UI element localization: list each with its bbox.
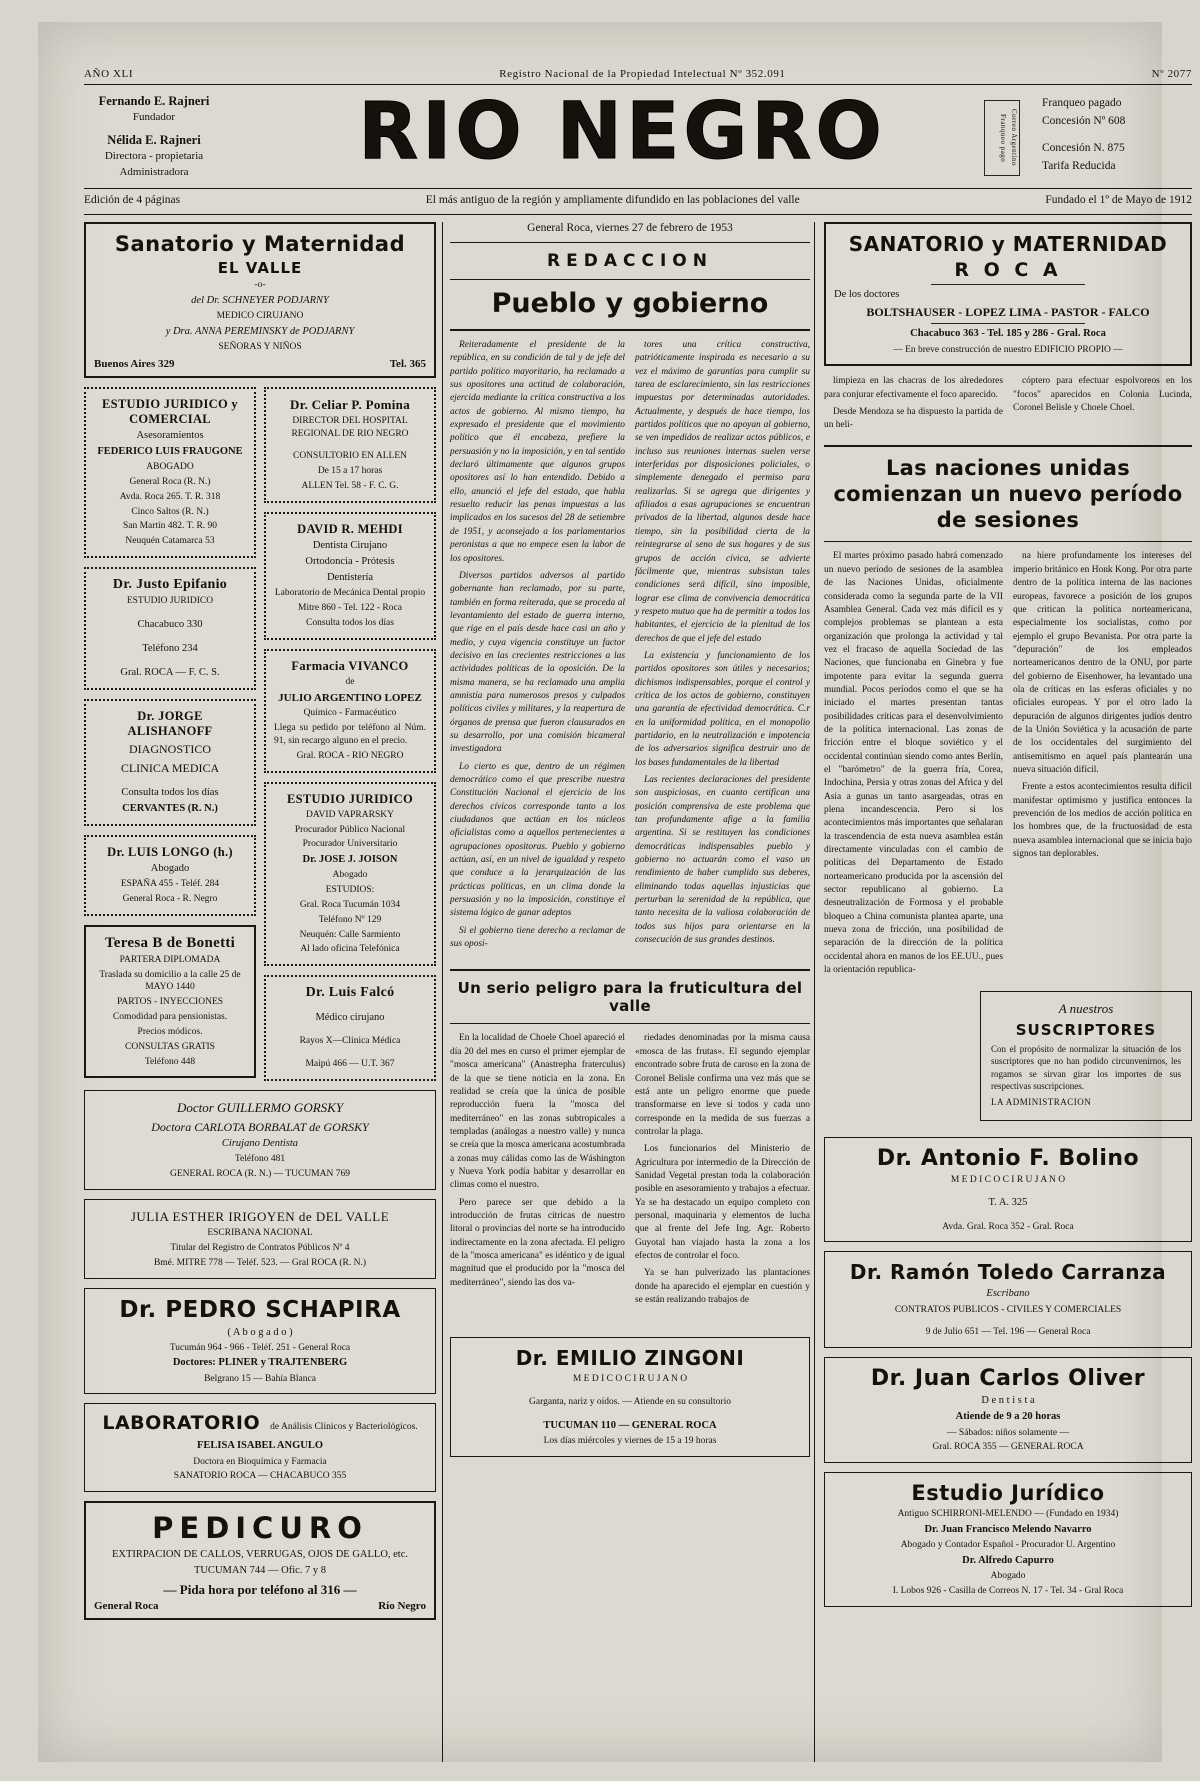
ad-dr-ramon-toledo-carranza [824, 1251, 1192, 1348]
editorial-col-1 [450, 339, 625, 955]
ad-line: Neuquén Catamarca 53 [125, 536, 215, 547]
ad-line: CLINICA MEDICA [120, 760, 220, 775]
ad-subtitle: R O C A [954, 259, 1062, 281]
postage-stamp-icon: Correo Argentino Franqueo pago [984, 100, 1020, 176]
ad-line: Laboratorio de Mecánica Dental propio [274, 588, 426, 599]
paragraph: Si el gobierno tiene derecho a reclamar de sus oposi- [450, 925, 625, 950]
ad-julia-irigoyen [84, 1199, 436, 1279]
ad-line: Antiguo SCHIRRONI-MELENDO — (Fundado en 1934) [897, 1509, 1119, 1520]
ad-line: FEDERICO LUIS FRAUGONE [97, 445, 243, 457]
paper-sheet [38, 22, 1192, 1762]
founder-name: Fernando E. Rajneri [98, 94, 210, 108]
ad-line: CONSULTAS GRATIS [125, 1041, 215, 1052]
ad-title: JULIA ESTHER IRIGOYEN de DEL VALLE [130, 1208, 390, 1224]
ad-line: D e n t i s t a [981, 1395, 1035, 1407]
postage-block [1042, 94, 1192, 176]
ad-line: — En breve construcción de nuestro EDIFICIO PROPIO — [893, 344, 1123, 355]
ad-line: Tucumán 964 - 966 - Teléf. 251 - General Roca [169, 1342, 351, 1353]
un-col-2 [1013, 550, 1192, 981]
ad-line: Bmé. MITRE 778 — Teléf. 523. — Gral ROCA (R. N.) [153, 1257, 367, 1268]
sub-header-line [84, 194, 1192, 206]
ad-title: Dr. LUIS LONGO (h.) [107, 845, 233, 860]
editorial-dateline: General Roca, viernes 27 de febrero de 1953 [527, 222, 733, 234]
ad-title: Dr. Luis Falcó [305, 985, 395, 1001]
right-column [824, 222, 1192, 1616]
ad-line: ESTUDIOS: [325, 885, 375, 896]
paragraph: Los funcionarios del Ministerio de Agricultura por intermedio de la Dirección de Sanidad Vegetal prestan toda la colaboración posible en asesoramiento y trabajos a efectuar. Ya se ha destacado un equipo completo con personal, maquinaria y elementos de lucha que al frente del Jefe Ing. Agr. Roberto Guyotal han viajado hasta la zona a los efectos de controlar el foco. [635, 1144, 810, 1261]
un-article-title: Las naciones unidas comienzan un nuevo período de sesiones [833, 455, 1183, 533]
ad-line: CONSULTORIO EN ALLEN [292, 451, 407, 462]
year-label: AÑO XLI [84, 68, 134, 80]
ad-line: Consulta todos los días [306, 617, 394, 628]
ad-line: Chacabuco 363 - Tel. 185 y 286 - Gral. Roca [910, 328, 1106, 340]
paragraph: na hiere profundamente los intereses del imperio británico en Honk Kong. Por otra parte dentro de la política interna de las naciones europeas, favorece a posición de los grupos que critican la política norteamericana, especialmente los socialistas, como por ejemplo el grupo Bevanista. Por otra parte la "depuración" de los empleados norteamericanos dentro de la ONU, por parte del gobierno de Eisenhower, ha levantado una ola de críticas en las esferas oficiales y no oficiales europeas. Y por el otro lado la depuración de algunos dirigentes judíos dentro de la Unión Soviética y la acusación de parte de los occidentales del surgimiento del antisemitismo en aquel país plantearán una nueva situación difícil. [1013, 551, 1192, 775]
edition-label: Edición de 4 páginas [84, 194, 181, 206]
ad-line: -o- [254, 280, 266, 290]
ad-line: Abogado y Contador Español - Procurador U. Argentino [900, 1540, 1116, 1551]
ad-dr-david-mehdi [264, 512, 436, 640]
ad-line: Procurador Universitario [302, 839, 398, 850]
ad-line: SEÑORAS Y NIÑOS [218, 341, 302, 352]
ad-subtitle: EL VALLE [217, 259, 303, 277]
ad-line: Avda. Roca 265. T. R. 318 [119, 491, 221, 502]
ad-sanatorio-el-valle [84, 222, 436, 378]
ad-line: Al lado oficina Telefónica [300, 944, 400, 955]
un-article-body [824, 550, 1192, 981]
ad-teresa-bonetti [84, 925, 256, 1079]
notice-title-1: A nuestros [1058, 1001, 1114, 1017]
ad-line: ABOGADO [146, 462, 194, 473]
registry-label: Registro Nacional de la Propiedad Intelectual Nº 352.091 [499, 68, 786, 80]
ad-line: Teléfono 234 [142, 642, 198, 654]
ad-line: Mitre 860 - Tel. 122 - Roca [298, 603, 402, 614]
ad-line: Médico cirujano [315, 1012, 385, 1024]
ad-title: Dr. Antonio F. Bolino [876, 1145, 1140, 1171]
ad-line: JULIO ARGENTINO LOPEZ [278, 691, 422, 704]
ad-line: SANATORIO ROCA — CHACABUCO 355 [173, 1471, 347, 1482]
ad-line: ESPAÑA 455 - Teléf. 284 [120, 879, 220, 890]
ad-title: Dr. EMILIO ZINGONI [515, 1346, 745, 1371]
ad-line: — Sábados: niños solamente — [947, 1427, 1069, 1438]
ad-line: Químico - Farmacéutico [303, 708, 397, 719]
rule-mid [84, 188, 1192, 189]
paragraph: cóptero para efectuar espolvoreos en los "focos" aparecidos en Colonia Lucinda, Coronel Belisle y Choele Choel. [1013, 376, 1192, 414]
founded-label: Fundado el 1º de Mayo de 1912 [1045, 194, 1192, 206]
director-role2: Administradora [119, 166, 189, 179]
ad-dr-luis-falco [264, 975, 436, 1081]
ad-line: Teléfono Nº 129 [318, 914, 382, 925]
notice-body: Con el propósito de normalizar la situación de los suscriptores que no han podido circunvenirnos, les rogamos se sirvan girar los importes de sus respectivas suscripciones. [991, 1043, 1181, 1092]
paragraph: En la localidad de Choele Choel apareció el día 20 del mes en curso el primer ejemplar de "mosca americana" (Anastrepha fraterculus) de la que se tiene noticia en la zona. En realidad se creía que la única de posible reproducción fuera la "mosca del mediterráneo" en las zonas subtropicales a templadas (análogas a nuestro valle) y nunca se creía que la mosca americana acostumbrada a zonas muy cálidas como las de Wáshington y Nueva York podía habitar y desarrollar en climas como el nuestro. [450, 1033, 625, 1191]
ad-line: Doctora CARLOTA BORBALAT de GORSKY [151, 1119, 369, 1134]
ad-line: MEDICO CIRUJANO [216, 310, 304, 321]
postage-line-3: Concesión N. 875 [1042, 141, 1125, 154]
postage-line-4: Tarifa Reducida [1042, 160, 1116, 173]
paragraph: tores una crítica constructiva, patrióticamente inspirada es necesario a su vez el máximo de garantías para cumplir su tarea de esclarecimiento, sin las restricciones impuestas por determinadas autoridades. Actualmente, y después de hace tiempo, los partidos políticos que no apoyan al gobierno, se ven impedidos de realizar actos públicos, e incluso sus reuniones internas suelen verse interferidas por disposiciones policiales, o simplemente denegado el permiso para realizarlas. Si se agrega que dirigentes y afiliados a esas agrupaciones se encuentran privados de la libertad, algunos desde hace tiempo, sin la posibilidad cierta de la reintegrarse al seno de sus hogares y de sus grupos de acción cívica, se advierte fácilmente que, mientras subsistan tales condiciones será difícil, sino imposible, lograr ese clima de convivencia democrática y respeto mutuo que ha de permitir a todos los habitantes, el ejercicio de la plenitud de los derechos de que el jefe del estado [635, 340, 810, 644]
ad-line: Neuquén: Calle Sarmiento [299, 929, 401, 940]
ad-line: de [345, 676, 355, 687]
ad-dr-antonio-bolino [824, 1137, 1192, 1243]
ad-line: Gral. ROCA — F. C. S. [120, 667, 220, 679]
ad-line: Abogado [150, 863, 190, 875]
ad-title: ESTUDIO JURIDICO [286, 791, 413, 806]
ad-subtitle: Asesoramientos [136, 429, 204, 441]
ad-dr-pedro-schapira [84, 1288, 436, 1395]
ad-dr-luis-longo [84, 835, 256, 916]
ad-dr-emilio-zingoni [450, 1337, 810, 1457]
center-column [450, 222, 810, 1466]
ad-line: Dr. JOSE J. JOISON [302, 854, 398, 866]
ad-title: Estudio Jurídico [911, 1481, 1105, 1506]
top-header-line [84, 68, 1192, 80]
ad-line: DIRECTOR DEL HOSPITAL REGIONAL DE RIO NEGRO [291, 415, 409, 439]
ad-line: Comodidad para pensionistas. [112, 1012, 228, 1023]
ad-line: Maipú 466 — U.T. 367 [305, 1059, 395, 1070]
ad-title: SANATORIO y MATERNIDAD [848, 232, 1168, 256]
ad-line: PARTOS - INYECCIONES [116, 997, 224, 1008]
ad-title: PEDICURO [152, 1511, 368, 1546]
ad-line: — Pida hora por teléfono al 316 — [163, 1581, 357, 1597]
ad-estudio-juridico-schirroni [824, 1472, 1192, 1607]
ad-estudio-fraugone [84, 387, 256, 558]
ad-dr-pomina [264, 387, 436, 503]
ad-line: General Roca - R. Negro [122, 894, 218, 905]
ad-line: Cinco Saltos (R. N.) [131, 506, 209, 517]
ad-line: Teléfono 481 [234, 1153, 286, 1164]
ad-province: Río Negro [378, 1600, 426, 1613]
masthead-title: RIO NEGRO [358, 87, 886, 177]
ad-line: Titular del Registro de Contratos Públicos Nº 4 [170, 1242, 350, 1253]
ad-laboratorio-angulo [84, 1403, 436, 1492]
ad-title: Dr. PEDRO SCHAPIRA [119, 1296, 401, 1323]
ad-line: Gral. ROCA - RIO NEGRO [296, 750, 404, 761]
ad-line: CONTRATOS PUBLICOS - CIVILES Y COMERCIALES [894, 1304, 1122, 1315]
ad-line: TUCUMAN 110 — GENERAL ROCA [543, 1419, 717, 1431]
rule-bottom-header [84, 214, 1192, 215]
ad-line: Gral. Roca Tucumán 1034 [299, 899, 401, 910]
founder-role: Fundador [132, 111, 176, 124]
ad-line: DIAGNOSTICO [129, 742, 211, 757]
ad-line: Garganta, nariz y oídos. — Atiende en su consultorio [529, 1397, 731, 1408]
slogan-label: El más antiguo de la región y ampliamente difundido en las poblaciones del valle [425, 194, 800, 206]
ad-line: ALLEN Tel. 58 - F. C. G. [301, 481, 399, 492]
ad-gorsky-dentistas [84, 1090, 436, 1190]
ad-title: Teresa B de Bonetti [104, 934, 236, 951]
content-columns [84, 222, 1192, 1762]
ad-line: Abogado [332, 870, 368, 881]
ad-line: Chacabuco 330 [137, 618, 203, 630]
ad-line: EXTIRPACION DE CALLOS, VERRUGAS, OJOS DE GALLO, etc. [111, 1549, 409, 1561]
notice-title-2: SUSCRIPTORES [1015, 1020, 1157, 1039]
masthead-staff [84, 92, 224, 181]
ad-line: Ortodoncia - Prótesis [305, 556, 395, 568]
ad-phone: Tel. 365 [389, 357, 426, 370]
ad-title: Dr. Celiar P. Pomina [290, 396, 410, 412]
paragraph: La existencia y funcionamiento de los partidos opositores son útiles y necesarios; dichismos indispensables, porque el control y crítica de los actos de gobierno, constituyen una garantía de efectividad democrática. C.r en la uniformidad política, en el monopolio partidario, en la neutralización e impotencia de los adversarios significa destruir uno de los bases fundamentales de la libertad [635, 650, 810, 768]
ad-title: Farmacia VIVANCO [291, 658, 409, 673]
notice-signature: LA ADMINISTRACION [991, 1097, 1092, 1108]
ad-line: Dentista Cirujano [312, 539, 388, 551]
ad-line: Los días miércoles y viernes de 15 a 19 horas [543, 1436, 717, 1447]
paragraph: Lo cierto es que, dentro de un régimen democrático como el que prescribe nuestra Constitución Nacional el ejercicio de los derechos cívicos corresponde tanto a los ciudadanos que actúan en los núcleos oficialistas como a aquellos pertenecientes a agrupaciones opositoras. Pueblo y gobierno actúan, así, en un nivel de igualdad y respeto que conduce a la jerarquización de las prácticas políticas, en un clima donde la persuasión y no la imposición, constituye el sistema lógico de ganar adeptos [450, 761, 625, 919]
ad-line: Cirujano Dentista [221, 1137, 299, 1149]
ad-line: del Dr. SCHNEYER PODJARNY [191, 294, 329, 306]
ad-line: Consulta todos los días [121, 786, 219, 798]
ad-line: Procurador Público Nacional [294, 824, 406, 835]
ad-line: Doctores: PLINER y TRAJTENBERG [172, 1357, 348, 1369]
ad-line: Teléfono 448 [144, 1056, 196, 1067]
ad-sanatorio-roca [824, 222, 1192, 366]
ad-line: Precios módicos. [137, 1026, 203, 1037]
ad-dr-justo-epifanio [84, 567, 256, 690]
ad-line: BOLTSHAUSER - LOPEZ LIMA - PASTOR - FALCO [866, 305, 1150, 320]
ad-line: PARTERA DIPLOMADA [119, 954, 221, 965]
fruit-col-2 [635, 1032, 810, 1311]
ad-line: ESCRIBANA NACIONAL [207, 1228, 313, 1239]
ad-title: Dr. Justo Epifanio [112, 577, 228, 592]
editorial-body [450, 339, 810, 955]
fruit-article-title: Un serio peligro para la fruticultura del valle [457, 979, 803, 1016]
postage-line-1: Franqueo pagado [1042, 97, 1122, 109]
ad-title: Doctor GUILLERMO GORSKY [176, 1099, 344, 1115]
ad-line: Atiende de 9 a 20 horas [955, 1411, 1061, 1423]
ad-line: Escribano [986, 1288, 1030, 1300]
ad-line: Doctora en Bioquímica y Farmacia [193, 1456, 327, 1467]
fruit-article-body [450, 1032, 810, 1311]
editorial-col-2 [635, 339, 810, 955]
paragraph: riedades denominadas por la misma causa «mosca de las frutas». El segundo ejemplar encontrado sobre fruta de caroso en la zona de Coronel Belisle confirma una vez más que se está ante un peligro enorme que puede transformarse en leve si todos y cada uno corresponde en la medida de sus fuerzas a controlar la plaga. [635, 1033, 810, 1137]
ad-line: T. A. 325 [988, 1197, 1028, 1209]
ad-line: DAVID VAPRARSKY [306, 809, 394, 820]
ad-title: Dr. JORGE ALISHANOFF [127, 709, 213, 739]
ad-line: M E D I C O C I R U J A N O [950, 1174, 1066, 1185]
ad-line: FELISA ISABEL ANGULO [196, 1440, 324, 1452]
masthead [84, 86, 1192, 186]
subscribers-notice [980, 991, 1192, 1120]
ad-line: 9 de Julio 651 — Tel. 196 — General Roca [925, 1327, 1091, 1338]
ad-title: LABORATORIO [102, 1412, 261, 1435]
ad-city: General Roca [94, 1600, 159, 1613]
paragraph: Pero parece ser que debido a la introducción de frutas cítricas de nuestro litoral o provincias del norte se ha introducido indirectamente en la zona afectada. El peligro de la "mosca americana" es idéntico y de igual magnitud que el producido por la "mosca del mediterráneo", siendo las dos va- [450, 1197, 625, 1288]
paragraph: Reiteradamente el presidente de la república, en su condición de tal y de jefe del partido político mayoritario, ha reclamado a sus opositores una actitud de colaboración, ejercida mediante la crítica constructiva a los actos de gobierno. Al mismo tiempo, ha expresado el presidente que el movimiento político que él encabeza, prefiere la persuasión y no la imposición, y en tal sentido declaró últimamente que algunos grupos opositores así lo han entendido. Debido a ello, anunció el jefe del estado, que habla resuelto reducir las penas impuestas a las implicados en los sucesos del 28 de setiembre de 1951, y aconsejado a los parlamentarios peronistas a que no empece esen la labor de los opositores. [450, 340, 625, 564]
ad-line: San Martín 482. T. R. 90 [122, 521, 218, 532]
fruit-col-1 [450, 1032, 625, 1311]
ad-line: de Análisis Clínicos y Bacteriológicos. [270, 1422, 418, 1433]
ad-line: Llega su pedido por teléfono al Núm. 91, sin recargo alguno en el precio. [274, 723, 426, 747]
director-name: Nélida E. Rajneri [107, 133, 201, 148]
ad-title: Sanatorio y Maternidad [114, 232, 406, 256]
un-col-1 [824, 550, 1003, 981]
ad-line: Rayos X—Clínica Médica [299, 1036, 401, 1047]
ad-estudio-vaprarsky [264, 782, 436, 966]
fruit-article-continuation [824, 375, 1192, 436]
ad-line: Avda. Gral. Roca 352 - Gral. Roca [942, 1221, 1074, 1232]
director-role: Directora - propietaria [104, 150, 204, 163]
postage-line-2: Concesión Nº 608 [1042, 115, 1126, 128]
ad-line: Belgrano 15 — Bahía Blanca [204, 1373, 316, 1384]
ad-title: Dr. Ramón Toledo Carranza [849, 1260, 1167, 1285]
ad-dr-alishanoff [84, 699, 256, 826]
paragraph: Las recientes declaraciones del presidente son auspiciosas, en cuanto certifican una posición comprensiva de este problema que tan profundamente afige a la familia argentina. Si se restituyen las condiciones democráticas indispensables pueblo y gobierno no actuarán como el vaso un rendimiento de haber cumplido sus deberes, eliminando todas aquellas injusticias que perturban la serenidad de la república, que tanto necesita de la valiosa colaboración de todos sus hijos para orientarse en la consecución de sus grandes destinos. [635, 775, 810, 946]
ad-address: Buenos Aires 329 [94, 357, 175, 370]
ad-line: Gral. ROCA 355 — GENERAL ROCA [932, 1442, 1084, 1453]
paragraph: Desde Mendoza se ha dispuesto la partida de un heli- [824, 407, 1003, 431]
ad-line: ESTUDIO JURIDICO [126, 596, 214, 606]
ad-line: Dentistería [326, 572, 374, 584]
ad-line: General Roca (R. N.) [129, 476, 211, 487]
ad-line: I. Lobos 926 - Casilla de Correos N. 17 - Tel. 34 - Gral Roca [892, 1585, 1124, 1596]
issue-number: Nº 2077 [1151, 68, 1192, 80]
ad-line: M E D I C O C I R U J A N O [572, 1374, 688, 1385]
editorial-headline: Pueblo y gobierno [491, 288, 769, 319]
paragraph: limpieza en las chacras de los alrededores para conjurar efectivamente el foco aparecido. [824, 376, 1003, 400]
ad-line: Dr. Juan Francisco Melendo Navarro [924, 1524, 1092, 1535]
ad-line: Dr. Alfredo Capurro [962, 1554, 1054, 1566]
paragraph: Frente a estos acontecimientos resulta difícil manifestar optimismo y justifica entonces la prevención de los medios de acción política en los hombres que, de la fructuosidad de esta nueva asamblea internacional que se inicia bajo signos tan deplorables. [1013, 782, 1192, 860]
paragraph: Ya se han pulverizado las plantaciones donde ha aparecido el ejemplar en cuestión y se están realizando trabajos de [635, 1268, 810, 1305]
ad-line: y Dra. ANNA PEREMINSKY de PODJARNY [165, 325, 355, 337]
ad-line: Traslada su domicilio a la calle 25 de MAYO 1440 [99, 969, 241, 993]
paragraph: El martes próximo pasado habrá comenzado un nuevo período de sesiones de la asamblea de las Naciones Unidas, oficialmente considerada como la segunda parte de la VII Asamblea General. Cada vez más difícil es y complejos problemas se plantean a esta organización que prolonga la actividad y tal vez el fracaso de aquella Sociedad de las Naciones, que funcionaba en Ginebra y fue impotente para evitar la segunda guerra mundial. Pocos períodos como el que se ha iniciado el martes presentan tantas posibilidades críticas para el desenvolvimiento de la política internacional. Las zonas de fricción entre el bloque soviético y el occidental continúan siendo como antes Berlín, el "barómetro" de la guerra fría, Corea, Indochina, Persia y otras zonas del Africa y del Asia a gunas un tanto asargeadas, otras en plena incandescencia. Pero si los acontecimientos más importantes que señalaran la trascendencia de esta nueva asamblea están directamente vinculadas con el cambio de políticas del Departamento de Estado norteamericano producida por la ascensión del sector republicano al gobierno. La desneutralización de Formosa y el probable bloqueo a China comunista plantea aparte, una nueva zona de fricción, una posibilidad de separación de la dirección de la política occidental ahora en manos de los EE.UU., pues la orientación republica- [824, 551, 1003, 976]
editorial-section-title: REDACCION [547, 251, 713, 271]
left-column [84, 222, 436, 1629]
ad-pedicuro [84, 1501, 436, 1620]
ad-line: GENERAL ROCA (R. N.) — TUCUMAN 769 [170, 1168, 350, 1179]
ad-line: ( A b o g a d o ) [227, 1326, 293, 1338]
ad-title: DAVID R. MEHDI [297, 521, 403, 536]
ad-title: ESTUDIO JURIDICO y COMERCIAL [102, 396, 238, 426]
ad-line: De los doctores [834, 289, 900, 300]
ad-farmacia-vivanco [264, 649, 436, 773]
ad-line: CERVANTES (R. N.) [122, 802, 218, 814]
ad-title: Dr. Juan Carlos Oliver [870, 1366, 1146, 1392]
ad-line: De 15 a 17 horas [317, 466, 383, 477]
ad-dr-juan-carlos-oliver [824, 1357, 1192, 1463]
ad-line: Abogado [990, 1571, 1026, 1582]
ad-line: TUCUMAN 744 — Ofic. 7 y 8 [193, 1565, 327, 1577]
paragraph: Diversos partidos adversos al partido gobernante han reclamado, por su parte, también en forma reiterada, que se proceda al levantamiento del estado de guerra interno, que rige en el país desde hace casi un año y medio, y cuya vigencia constituye un factor decisivo en las crecientes restricciones a las actividades políticas de la oposición. De la misma manera, se ha reclamado una amplia amnistía para numerosos presos y culpados políticos civiles y militares, y la reapertura de órganos de prensa que fueron clausurados en su desarrollo, por una comisión bicameral investigadora [450, 570, 625, 755]
